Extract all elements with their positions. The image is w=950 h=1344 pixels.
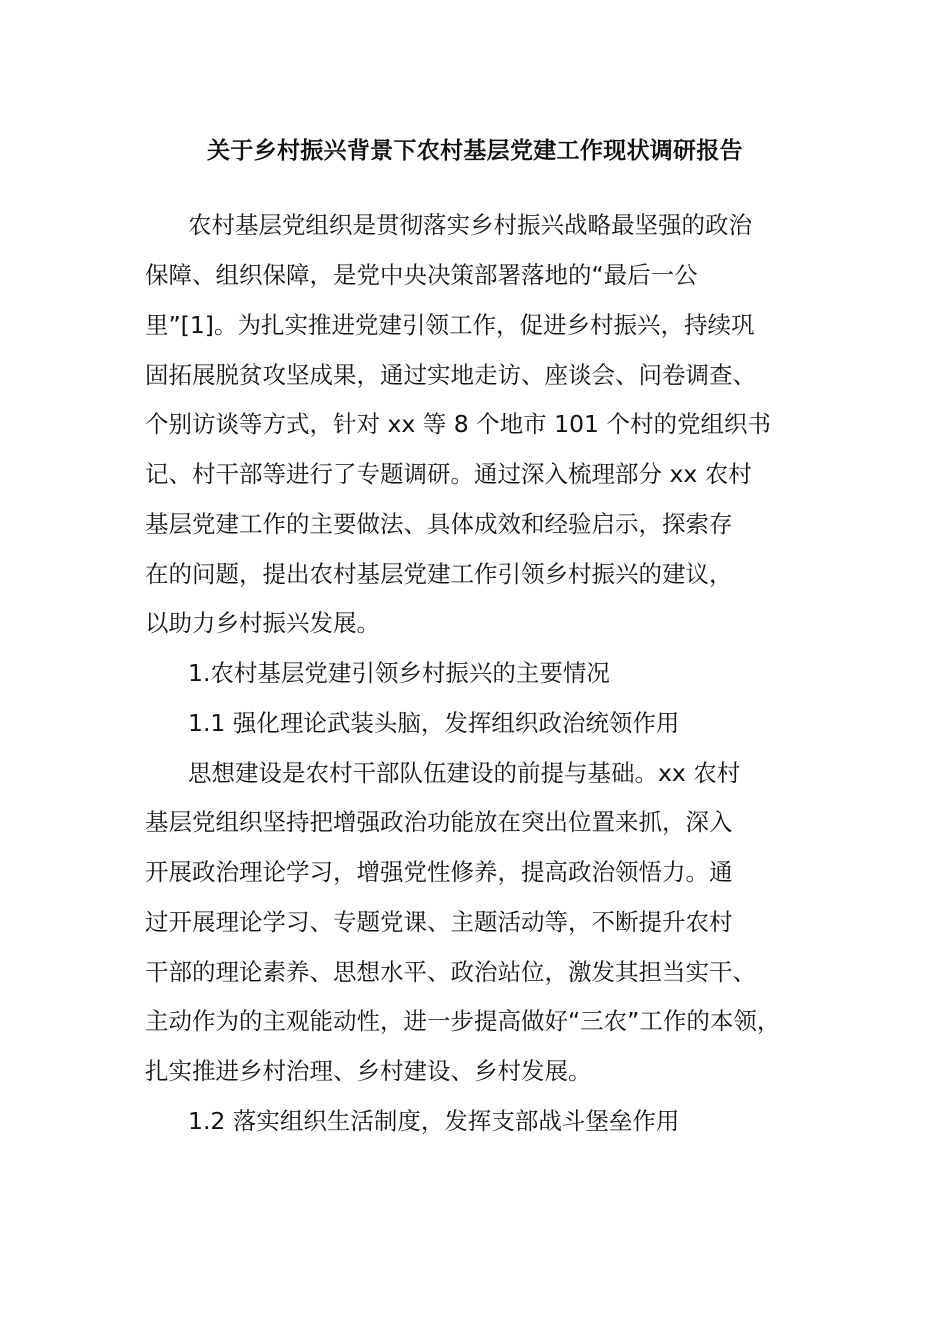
subsection-heading: 1.1 强化理论武装头脑，发挥组织政治统领作用 [188,709,680,737]
paragraph-line: 扎实推进乡村治理、乡村建设、乡村发展。 [145,1057,592,1085]
paragraph-line: 农村基层党组织是贯彻落实乡村振兴战略最坚强的政治 [188,211,752,239]
section-heading: 1.农村基层党建引领乡村振兴的主要情况 [188,659,610,687]
paragraph-line: 以助力乡村振兴发展。 [145,609,380,637]
paragraph-line: 里”[1]。为扎实推进党建引领工作，促进乡村振兴，持续巩 [145,311,755,339]
paragraph-line: 基层党组织坚持把增强政治功能放在突出位置来抓，深入 [145,808,733,836]
paragraph-line: 主动作为的主观能动性，进一步提高做好“三农”工作的本领， [145,1007,781,1035]
paragraph-line: 保障、组织保障，是党中央决策部署落地的“最后一公 [145,261,698,289]
paragraph-line: 在的问题，提出农村基层党建工作引领乡村振兴的建议， [145,560,733,588]
paragraph-line: 记、村干部等进行了专题调研。通过深入梳理部分 xx 农村 [145,460,752,488]
subsection-heading: 1.2 落实组织生活制度，发挥支部战斗堡垒作用 [188,1107,680,1135]
paragraph-line: 个别访谈等方式，针对 xx 等 8 个地市 101 个村的党组织书 [145,410,771,438]
paragraph-line: 思想建设是农村干部队伍建设的前提与基础。xx 农村 [188,759,741,787]
paragraph-line: 固拓展脱贫攻坚成果，通过实地走访、座谈会、问卷调查、 [145,361,756,389]
document-title: 关于乡村振兴背景下农村基层党建工作现状调研报告 [207,138,743,164]
paragraph-line: 基层党建工作的主要做法、具体成效和经验启示，探索存 [145,510,733,538]
paragraph-line: 过开展理论学习、专题党课、主题活动等，不断提升农村 [145,908,733,936]
paragraph-line: 干部的理论素养、思想水平、政治站位，激发其担当实干、 [145,958,756,986]
paragraph-line: 开展政治理论学习，增强党性修养，提高政治领悟力。通 [145,858,733,886]
